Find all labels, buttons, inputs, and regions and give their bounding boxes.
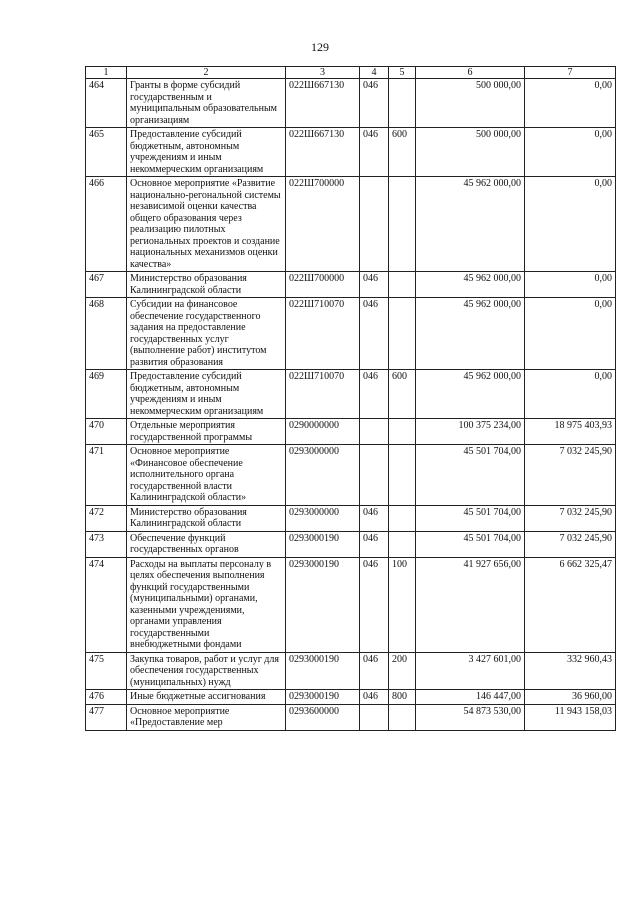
row-col-4: 046 [360,298,389,370]
header-col-4: 4 [360,67,389,79]
row-amount-7: 7 032 245,90 [525,445,616,506]
row-amount-7: 7 032 245,90 [525,531,616,557]
row-code: 022Ш700000 [286,272,360,298]
row-amount-7: 0,00 [525,272,616,298]
row-name: Основное мероприятие «Финансовое обеспечение исполнительного органа государственной власти Калининградской области» [127,445,286,506]
row-amount-6: 45 962 000,00 [416,370,525,419]
row-amount-6: 45 501 704,00 [416,505,525,531]
row-col-4 [360,704,389,730]
table-row [86,445,616,506]
row-name: Иные бюджетные ассигнования [127,690,286,705]
row-col-5 [389,419,416,445]
row-code: 0293000000 [286,445,360,506]
row-code: 022Ш710070 [286,370,360,419]
row-code: 0293000190 [286,557,360,652]
table-row [86,557,616,652]
header-col-7: 7 [525,67,616,79]
row-name: Основное мероприятие «Предоставление мер [127,704,286,730]
row-amount-6: 500 000,00 [416,79,525,128]
row-number: 471 [86,445,127,506]
row-amount-7: 0,00 [525,177,616,272]
row-amount-7: 0,00 [525,370,616,419]
row-col-4: 046 [360,505,389,531]
row-amount-7: 18 975 403,93 [525,419,616,445]
row-code: 022Ш667130 [286,79,360,128]
row-amount-6: 54 873 530,00 [416,704,525,730]
page-number: 129 [311,40,329,54]
header-col-1: 1 [86,67,127,79]
row-col-4 [360,419,389,445]
row-number: 474 [86,557,127,652]
row-col-4: 046 [360,531,389,557]
row-amount-7: 36 960,00 [525,690,616,705]
row-number: 475 [86,652,127,690]
row-col-4: 046 [360,128,389,177]
row-amount-6: 45 962 000,00 [416,177,525,272]
row-number: 472 [86,505,127,531]
row-col-4: 046 [360,652,389,690]
row-name: Гранты в форме субсидий государственным и муниципальным образовательным организациям [127,79,286,128]
header-col-2: 2 [127,67,286,79]
row-amount-7: 6 662 325,47 [525,557,616,652]
table-row [86,531,616,557]
row-col-4: 046 [360,557,389,652]
row-number: 470 [86,419,127,445]
table-row [86,690,616,705]
row-amount-7: 7 032 245,90 [525,505,616,531]
row-code: 022Ш700000 [286,177,360,272]
row-code: 022Ш710070 [286,298,360,370]
row-col-4: 046 [360,272,389,298]
row-number: 465 [86,128,127,177]
row-col-4: 046 [360,370,389,419]
row-number: 476 [86,690,127,705]
row-name: Министерство образования Калининградской области [127,272,286,298]
row-amount-7: 0,00 [525,128,616,177]
row-col-4: 046 [360,79,389,128]
row-number: 469 [86,370,127,419]
row-col-4: 046 [360,690,389,705]
header-row [86,67,616,79]
row-col-5: 200 [389,652,416,690]
table-row [86,79,616,128]
budget-table [85,66,616,731]
row-col-5 [389,445,416,506]
row-col-5 [389,177,416,272]
row-code: 0293000190 [286,690,360,705]
table-row [86,177,616,272]
row-number: 473 [86,531,127,557]
row-name: Отдельные мероприятия государственной программы [127,419,286,445]
header-col-6: 6 [416,67,525,79]
row-amount-6: 3 427 601,00 [416,652,525,690]
row-amount-7: 0,00 [525,298,616,370]
row-name: Министерство образования Калининградской области [127,505,286,531]
row-col-5 [389,272,416,298]
table-row [86,370,616,419]
table-row [86,704,616,730]
row-amount-6: 45 962 000,00 [416,272,525,298]
row-name: Предоставление субсидий бюджетным, автономным учреждениям и иным некоммерческим организациям [127,370,286,419]
row-name: Расходы на выплаты персоналу в целях обеспечения выполнения функций государственными (муниципальными) органами, казенными учреждениями, органами управления государственными внебюджетными фондами [127,557,286,652]
table-row [86,298,616,370]
table-row [86,652,616,690]
row-amount-7: 0,00 [525,79,616,128]
row-amount-6: 45 501 704,00 [416,531,525,557]
row-col-4 [360,445,389,506]
row-amount-7: 332 960,43 [525,652,616,690]
row-code: 0293000000 [286,505,360,531]
row-code: 0293000190 [286,652,360,690]
row-code: 0293000190 [286,531,360,557]
table-row [86,419,616,445]
row-code: 0293600000 [286,704,360,730]
row-number: 468 [86,298,127,370]
row-number: 477 [86,704,127,730]
row-name: Предоставление субсидий бюджетным, автономным учреждениям и иным некоммерческим организациям [127,128,286,177]
row-col-5 [389,505,416,531]
row-col-5: 800 [389,690,416,705]
row-number: 467 [86,272,127,298]
row-code: 0290000000 [286,419,360,445]
table-row [86,505,616,531]
row-col-4 [360,177,389,272]
row-col-5 [389,298,416,370]
row-col-5 [389,79,416,128]
header-col-3: 3 [286,67,360,79]
row-col-5: 600 [389,370,416,419]
row-col-5 [389,704,416,730]
row-amount-6: 146 447,00 [416,690,525,705]
row-amount-6: 100 375 234,00 [416,419,525,445]
row-code: 022Ш667130 [286,128,360,177]
row-amount-7: 11 943 158,03 [525,704,616,730]
row-amount-6: 41 927 656,00 [416,557,525,652]
row-name: Обеспечение функций государственных органов [127,531,286,557]
row-amount-6: 45 962 000,00 [416,298,525,370]
table-row [86,128,616,177]
row-name: Основное мероприятие «Развитие национально-регональной системы независимой оценки качества общего образования через реализацию пилотных региональных проектов и создание национальных механизмов оценки качества» [127,177,286,272]
row-number: 464 [86,79,127,128]
row-amount-6: 45 501 704,00 [416,445,525,506]
header-col-5: 5 [389,67,416,79]
row-name: Закупка товаров, работ и услуг для обеспечения государственных (муниципальных) нужд [127,652,286,690]
row-col-5: 100 [389,557,416,652]
row-col-5: 600 [389,128,416,177]
row-name: Субсидии на финансовое обеспечение государственного задания на предоставление государственных услуг (выполнение работ) институтом развития образования [127,298,286,370]
row-col-5 [389,531,416,557]
row-number: 466 [86,177,127,272]
table-row [86,272,616,298]
row-amount-6: 500 000,00 [416,128,525,177]
